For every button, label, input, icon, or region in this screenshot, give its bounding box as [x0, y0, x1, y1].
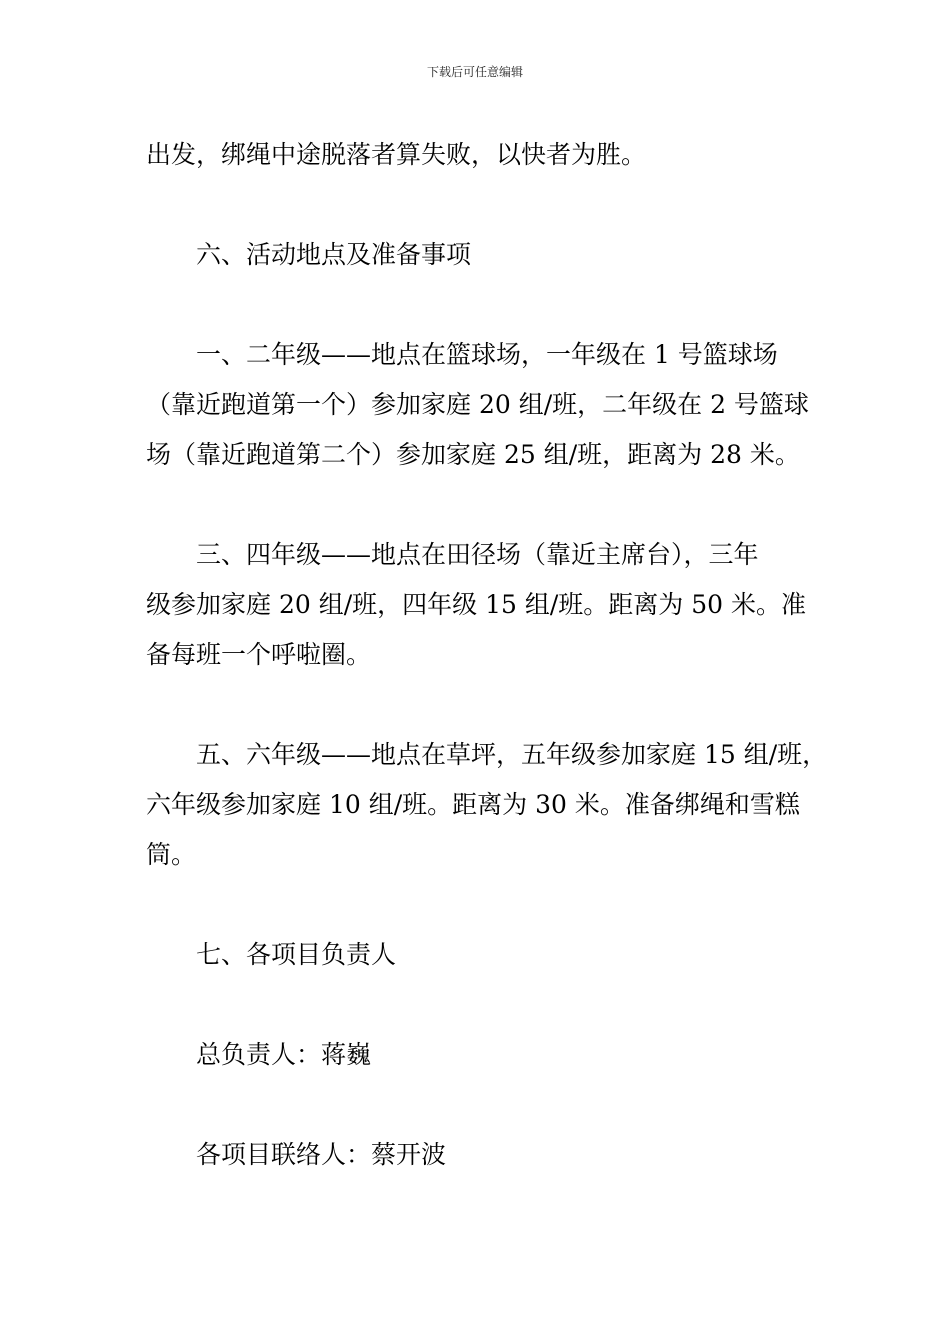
text-line: （靠近跑道第一个）参加家庭 20 组/班，二年级在 2 号篮球	[146, 390, 809, 419]
text-line: 六年级参加家庭 10 组/班。距离为 30 米。准备绑绳和雪糕	[146, 790, 800, 819]
text-line: 筒。	[146, 840, 197, 869]
document-body	[146, 130, 826, 1180]
text-line: 一、二年级——地点在篮球场，一年级在 1 号篮球场	[196, 340, 778, 369]
paragraph-grade-5-6	[146, 730, 826, 880]
section-heading-venue: 六、活动地点及准备事项	[196, 240, 472, 269]
text-line: 场（靠近跑道第二个）参加家庭 25 组/班，距离为 28 米。	[146, 440, 800, 469]
general-lead: 总负责人：蒋巍	[196, 1040, 372, 1069]
text-line: 出发，绑绳中途脱落者算失败，以快者为胜。	[146, 140, 647, 169]
section-heading-responsible: 七、各项目负责人	[196, 940, 397, 969]
paragraph-rule-end	[146, 130, 826, 180]
page-header-note: 下载后可任意编辑	[426, 65, 523, 79]
text-line: 备每班一个呼啦圈。	[146, 640, 372, 669]
paragraph-grade-3-4	[146, 530, 826, 680]
text-line: 五、六年级——地点在草坪，五年级参加家庭 15 组/班，	[196, 740, 828, 769]
project-liaison: 各项目联络人：蔡开波	[196, 1140, 447, 1169]
text-line: 三、四年级——地点在田径场（靠近主席台），三年	[196, 540, 759, 569]
text-line: 级参加家庭 20 组/班，四年级 15 组/班。距离为 50 米。准	[146, 590, 806, 619]
paragraph-grade-1-2	[146, 330, 826, 480]
